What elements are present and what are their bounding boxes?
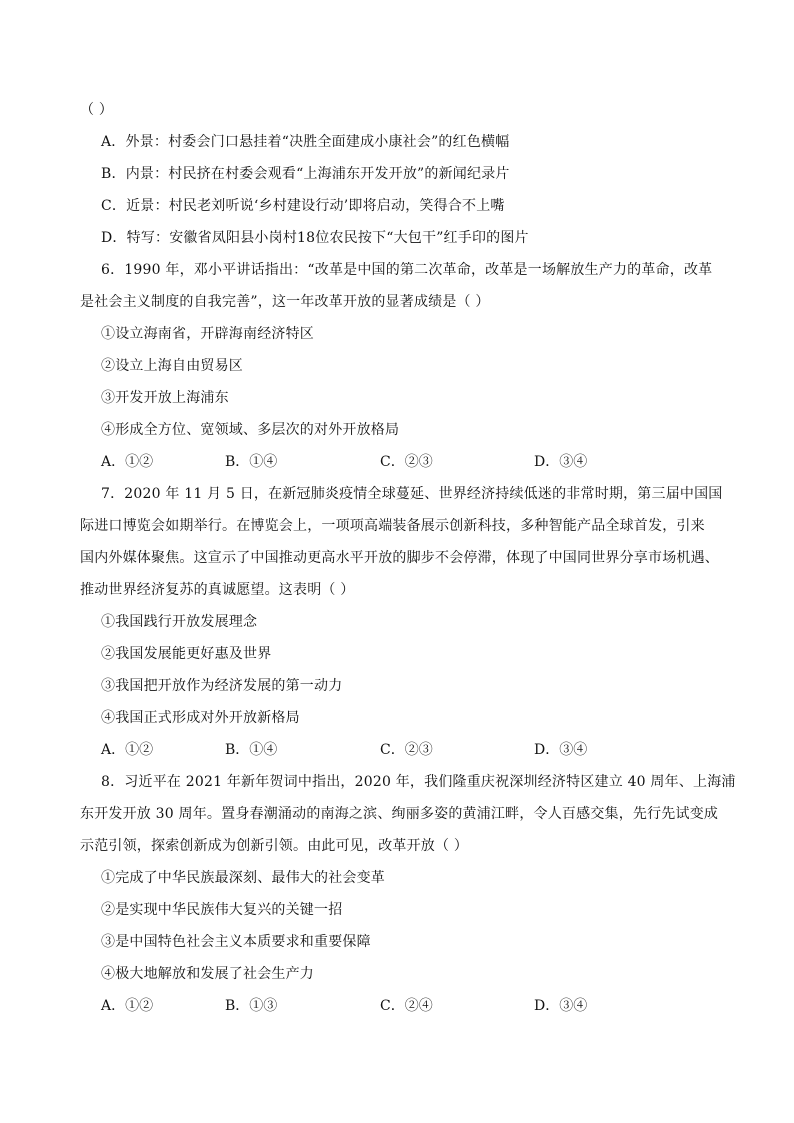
q5-option-b: B．内景：村民挤在村委会观看“上海浦东开发开放”的新闻纪录片 bbox=[101, 166, 510, 182]
q7-choice-c: C．②③ bbox=[380, 742, 433, 758]
q6-choice-d: D．③④ bbox=[534, 454, 588, 470]
q7-stem-line-2: 际进口博览会如期举行。在博览会上，一项项高端装备展示创新科技，多种智能产品全球首发，引来 bbox=[80, 518, 705, 534]
q8-choice-c: C．②④ bbox=[380, 998, 433, 1014]
q7-stem-line-4: 推动世界经济复苏的真诚愿望。这表明（ ） bbox=[80, 582, 355, 598]
q5-answer-blank: （ ） bbox=[80, 102, 114, 118]
q7-item-1: ①我国践行开放发展理念 bbox=[101, 614, 258, 630]
q8-stem-line-3: 示范引领，探索创新成为创新引领。由此可见，改革开放（ ） bbox=[80, 838, 469, 854]
q6-choice-b: B．①④ bbox=[225, 454, 278, 470]
q8-choice-a: A．①② bbox=[101, 998, 154, 1014]
q8-item-1: ①完成了中华民族最深刻、最伟大的社会变革 bbox=[101, 870, 385, 886]
q7-item-3: ③我国把开放作为经济发展的第一动力 bbox=[101, 678, 343, 694]
q7-choice-d: D．③④ bbox=[534, 742, 588, 758]
q7-item-4: ④我国正式形成对外开放新格局 bbox=[101, 710, 300, 726]
q6-item-4: ④形成全方位、宽领域、多层次的对外开放格局 bbox=[101, 422, 400, 438]
q8-item-3: ③是中国特色社会主义本质要求和重要保障 bbox=[101, 934, 371, 950]
q5-option-a: A．外景：村委会门口悬挂着“决胜全面建成小康社会”的红色横幅 bbox=[101, 134, 510, 150]
q5-option-c: C．近景：村民老刘听说‘乡村建设行动’即将启动，笑得合不上嘴 bbox=[101, 198, 505, 214]
q7-choice-a: A．①② bbox=[101, 742, 154, 758]
q6-stem-line-2: 是社会主义制度的自我完善”，这一年改革开放的显著成绩是（ ） bbox=[80, 294, 490, 310]
q5-option-d: D．特写：安徽省凤阳县小岗村18位农民按下“大包干”红手印的图片 bbox=[101, 230, 529, 246]
q8-item-4: ④极大地解放和发展了社会生产力 bbox=[101, 966, 314, 982]
q8-stem-line-1: 8．习近平在 2021 年新年贺词中指出，2020 年，我们隆重庆祝深圳经济特区建立 40 周年、上海浦 bbox=[101, 774, 736, 790]
q8-item-2: ②是实现中华民族伟大复兴的关键一招 bbox=[101, 902, 343, 918]
q6-item-2: ②设立上海自由贸易区 bbox=[101, 358, 243, 374]
q7-stem-line-1: 7．2020 年 11 月 5 日，在新冠肺炎疫情全球蔓延、世界经济持续低迷的非常时期，第三届中国国 bbox=[101, 486, 723, 502]
q7-choice-b: B．①④ bbox=[225, 742, 278, 758]
q7-item-2: ②我国发展能更好惠及世界 bbox=[101, 646, 272, 662]
q6-stem-line-1: 6．1990 年，邓小平讲话指出：“改革是中国的第二次革命，改革是一场解放生产力的革命，改革 bbox=[101, 262, 713, 278]
q8-choice-b: B．①③ bbox=[225, 998, 278, 1014]
q6-item-1: ①设立海南省，开辟海南经济特区 bbox=[101, 326, 314, 342]
q6-choice-c: C．②③ bbox=[380, 454, 433, 470]
q7-stem-line-3: 国内外媒体聚焦。这宣示了中国推动更高水平开放的脚步不会停滞，体现了中国同世界分享市场机遇、 bbox=[80, 550, 719, 566]
q8-choice-d: D．③④ bbox=[534, 998, 588, 1014]
q6-item-3: ③开发开放上海浦东 bbox=[101, 390, 229, 406]
q6-choice-a: A．①② bbox=[101, 454, 154, 470]
q8-stem-line-2: 东开发开放 30 周年。置身春潮涌动的南海之滨、绚丽多姿的黄浦江畔，令人百感交集，先行先试变成 bbox=[80, 806, 719, 822]
